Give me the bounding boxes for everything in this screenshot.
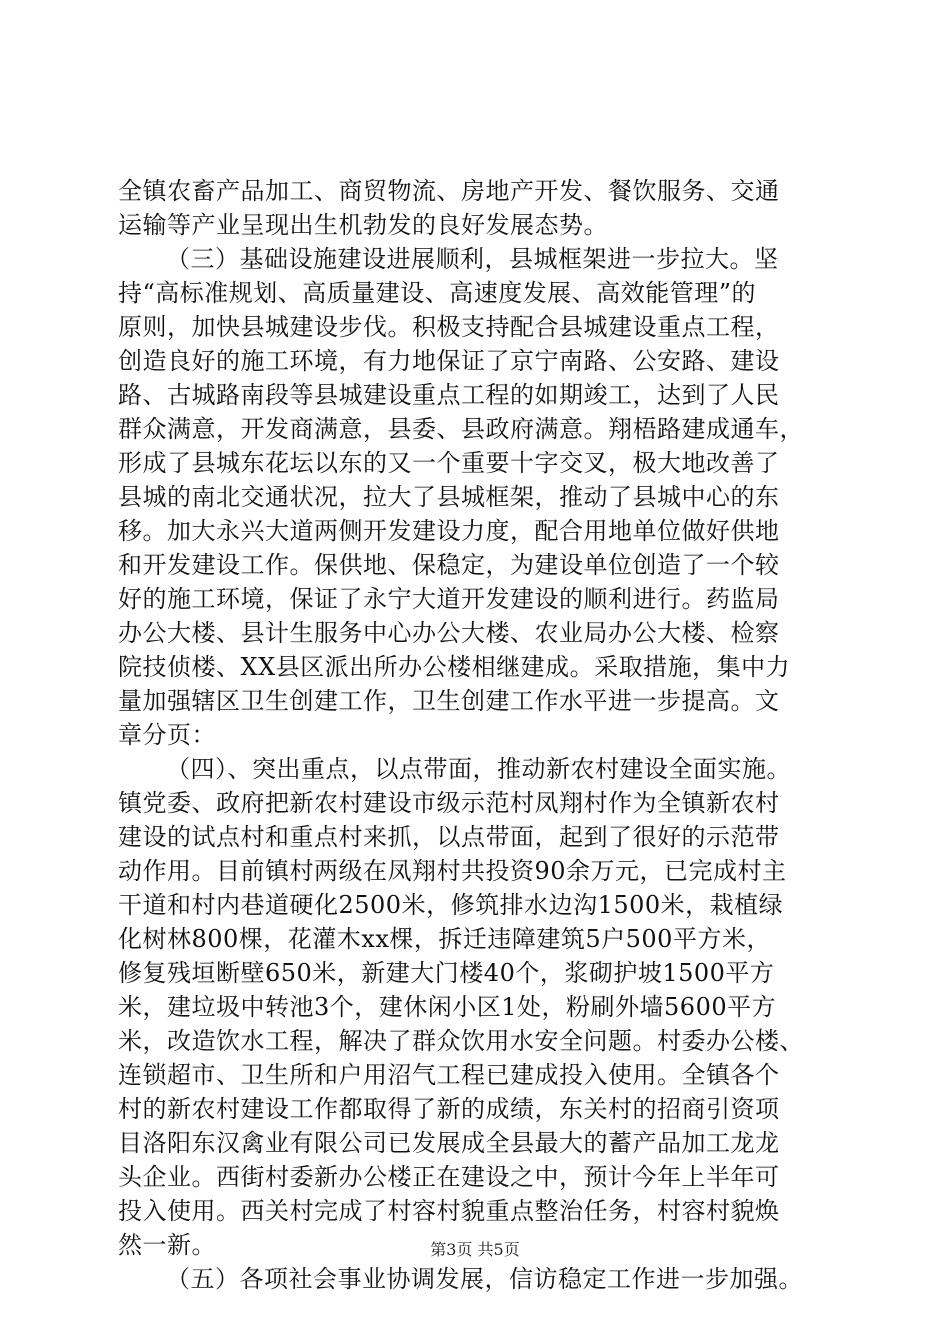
text-line: 然一新。 [118,1231,216,1259]
text-line: 形成了县城东花坛以东的又一个重要十字交叉，极大地改善了 [118,449,780,477]
text-line: 化树林800棵，花灌木xx棵，拆迁违障建筑5户500平方米， [118,925,771,953]
text-line: 头企业。西街村委新办公楼正在建设之中，预计今年上半年可 [118,1163,780,1191]
text-line: 量加强辖区卫生创建工作，卫生创建工作水平进一步提高。文 [118,687,780,715]
text-line: 创造良好的施工环境，有力地保证了京宁南路、公安路、建设 [118,347,780,375]
text-line: 院技侦楼、XX县区派出所办公楼相继建成。采取措施，集中力 [118,653,791,681]
text-line: 路、古城路南段等县城建设重点工程的如期竣工，达到了人民 [118,381,780,409]
text-line: 目洛阳东汉禽业有限公司已发展成全县最大的蓄产品加工龙龙 [118,1129,780,1157]
text-line: 米，改造饮水工程，解决了群众饮用水安全问题。村委办公楼、 [118,1027,804,1055]
section-heading-line: （三）基础设施建设进展顺利，县城框架进一步拉大。坚 [166,245,779,273]
text-line: 干道和村内巷道硬化2500米，修筑排水边沟1500米，栽植绿 [118,891,784,919]
text-line: 米，建垃圾中转池3个，建休闲小区1处，粉刷外墙5600平方 [118,993,777,1021]
text-line: 章分页： [118,721,216,749]
text-line: 群众满意，开发商满意，县委、县政府满意。翔梧路建成通车， [118,415,804,443]
text-line: 和开发建设工作。保供地、保稳定，为建设单位创造了一个较 [118,551,780,579]
text-line: 持“高标准规划、高质量建设、高速度发展、高效能管理”的 [118,279,757,307]
page-number-label: 第3页 共5页 [430,1240,520,1259]
text-line: 连锁超市、卫生所和户用沼气工程已建成投入使用。全镇各个 [118,1061,780,1089]
text-line: 原则，加快县城建设步伐。积极支持配合县城建设重点工程， [118,313,780,341]
text-line: 投入使用。西关村完成了村容村貌重点整治任务，村容村貌焕 [118,1197,780,1225]
section-heading-line: （五）各项社会事业协调发展，信访稳定工作进一步加强。 [166,1265,803,1293]
text-line: 好的施工环境，保证了永宁大道开发建设的顺利进行。药监局 [118,585,780,613]
text-line: 镇党委、政府把新农村建设市级示范村凤翔村作为全镇新农村 [118,789,780,817]
text-line: 动作用。目前镇村两级在凤翔村共投资90余万元，已完成村主 [118,857,787,885]
page-footer [0,1240,950,1260]
text-line: 运输等产业呈现出生机勃发的良好发展态势。 [118,211,608,239]
body-text [118,174,840,1296]
text-line: 建设的试点村和重点村来抓，以点带面，起到了很好的示范带 [118,823,780,851]
text-line: 办公大楼、县计生服务中心办公大楼、农业局办公大楼、检察 [118,619,780,647]
section-heading-line: （四）、突出重点，以点带面，推动新农村建设全面实施。 [166,755,791,783]
text-line: 村的新农村建设工作都取得了新的成绩，东关村的招商引资项 [118,1095,780,1123]
text-line: 修复残垣断壁650米，新建大门楼40个，浆砌护坡1500平方 [118,959,775,987]
text-line: 移。加大永兴大道两侧开发建设力度，配合用地单位做好供地 [118,517,780,545]
text-line: 全镇农畜产品加工、商贸物流、房地产开发、餐饮服务、交通 [118,177,780,205]
text-line: 县城的南北交通状况，拉大了县城框架，推动了县城中心的东 [118,483,780,511]
